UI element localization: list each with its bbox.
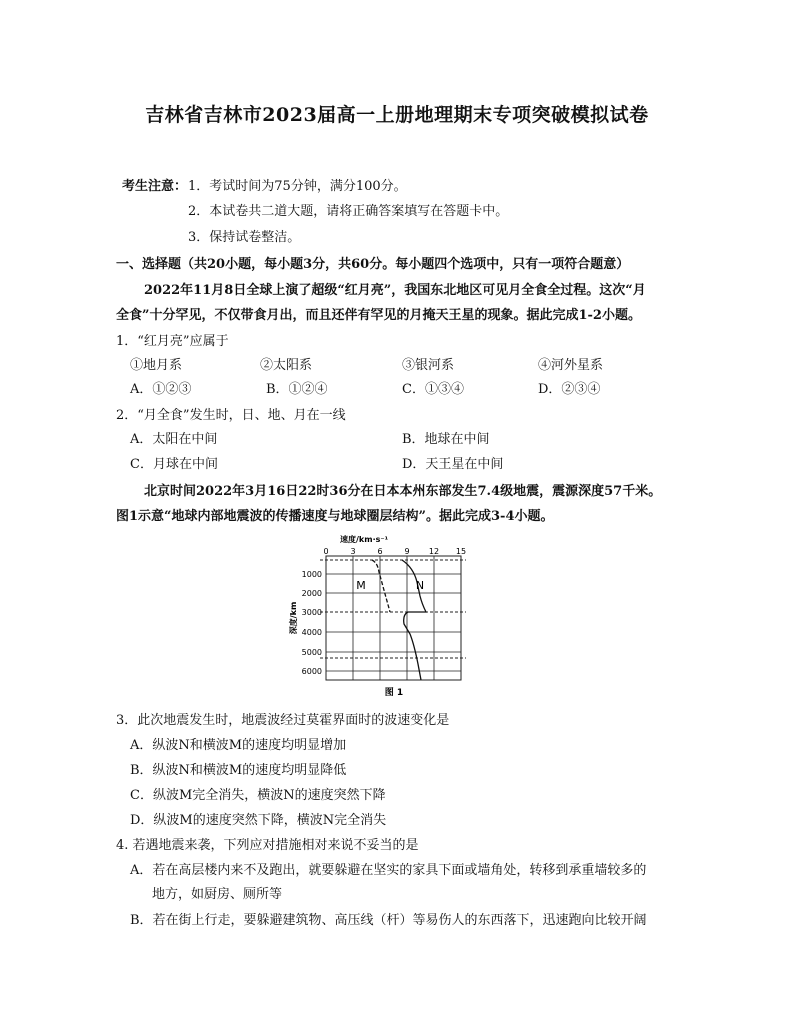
figure-plot-frame — [326, 556, 461, 680]
figure-x-tick: 9 — [404, 547, 410, 556]
figure-seismic-wave-chart — [290, 534, 490, 700]
figure-x-tick: 15 — [455, 547, 467, 556]
figure-vertical-grid — [353, 556, 434, 680]
figure-y-tick: 4000 — [301, 628, 322, 637]
question-1-item-2: ②太阳系 — [260, 358, 313, 373]
question-2-option-b: B．地球在中间 — [402, 432, 490, 447]
question-1-option-c: C．①③④ — [402, 382, 464, 397]
figure-wave-n-curve — [402, 560, 426, 680]
question-3-option-d: D．纵波M的速度突然下降，横波N完全消失 — [130, 813, 387, 828]
figure-x-tick: 0 — [323, 547, 329, 556]
notice-item-1: 1．考试时间为75分钟，满分100分。 — [188, 179, 407, 194]
question-2-stem: 2．“月全食”发生时，日、地、月在一线 — [116, 408, 346, 423]
figure-x-tick: 12 — [428, 547, 440, 556]
figure-horizontal-grid — [326, 574, 461, 671]
figure-wave-label-m: M — [356, 579, 366, 592]
passage-2-line-2: 图1示意“地球内部地震波的传播速度与地球圈层结构”。据此完成3-4小题。 — [116, 509, 554, 524]
question-4-option-a: A．若在高层楼内来不及跑出，就要躲避在坚实的家具下面或墙角处，转移到承重墙较多的 — [130, 863, 647, 878]
figure-x-axis-label: 速度/km·s⁻¹ — [340, 535, 389, 544]
question-1-option-d: D．②③④ — [538, 382, 601, 397]
question-2-option-d: D．天王星在中间 — [402, 457, 504, 472]
question-1-item-3: ③银河系 — [402, 358, 455, 373]
passage-1-line-2: 全食”十分罕见，不仅带食月出，而且还伴有罕见的月掩天王星的现象。据此完成1-2小题。 — [116, 308, 641, 323]
figure-y-tick: 6000 — [301, 667, 322, 676]
figure-x-tick: 6 — [377, 547, 383, 556]
question-3-option-a: A．纵波N和横波M的速度均明显增加 — [130, 738, 347, 753]
passage-1-line-1: 2022年11月8日全球上演了超级“红月亮”，我国东北地区可见月全食全过程。这次“月 — [144, 283, 646, 298]
figure-y-tick: 1000 — [301, 570, 322, 579]
question-1-item-1: ①地月系 — [130, 358, 183, 373]
figure-y-axis-label: 深度/km — [289, 601, 298, 635]
question-3-option-c: C．纵波M完全消失，横波N的速度突然下降 — [130, 788, 386, 803]
figure-discontinuities — [320, 560, 466, 658]
question-1-option-b: B．①②④ — [266, 382, 328, 397]
question-4-stem: 4. 若遇地震来袭，下列应对措施相对来说不妥当的是 — [116, 838, 419, 853]
figure-y-tick: 5000 — [301, 648, 322, 657]
question-1-stem: 1．“红月亮”应属于 — [116, 334, 229, 349]
figure-wave-m-curve — [372, 560, 390, 612]
question-2-option-c: C．月球在中间 — [130, 457, 218, 472]
figure-y-tick: 2000 — [301, 589, 322, 598]
question-3-option-b: B．纵波N和横波M的速度均明显降低 — [130, 763, 347, 778]
figure-caption: 图 1 — [384, 688, 404, 698]
notice-label: 考生注意： — [122, 179, 188, 194]
question-1-option-a: A．①②③ — [130, 382, 192, 397]
question-1-item-4: ④河外星系 — [538, 358, 604, 373]
passage-2-line-1: 北京时间2022年3月16日22时36分在日本本州东部发生7.4级地震，震源深度57千米。 — [144, 484, 662, 499]
page-title: 吉林省吉林市2023届高一上册地理期末专项突破模拟试卷 — [145, 104, 649, 126]
notice-item-3: 3．保持试卷整洁。 — [188, 230, 301, 245]
figure-y-tick: 3000 — [301, 608, 322, 617]
question-4-option-a-cont: 地方，如厨房、厕所等 — [152, 887, 283, 902]
question-3-stem: 3．此次地震发生时，地震波经过莫霍界面时的波速变化是 — [116, 713, 450, 728]
question-4-option-b: B．若在街上行走，要躲避建筑物、高压线（杆）等易伤人的东西落下，迅速跑向比较开阔 — [130, 913, 647, 928]
section-heading: 一、选择题（共20小题，每小题3分，共60分。每小题四个选项中，只有一项符合题意） — [116, 257, 630, 272]
notice-item-2: 2．本试卷共二道大题，请将正确答案填写在答题卡中。 — [188, 204, 509, 219]
question-2-option-a: A．太阳在中间 — [130, 432, 218, 447]
figure-x-tick: 3 — [350, 547, 356, 556]
figure-wave-label-n: N — [415, 579, 425, 592]
